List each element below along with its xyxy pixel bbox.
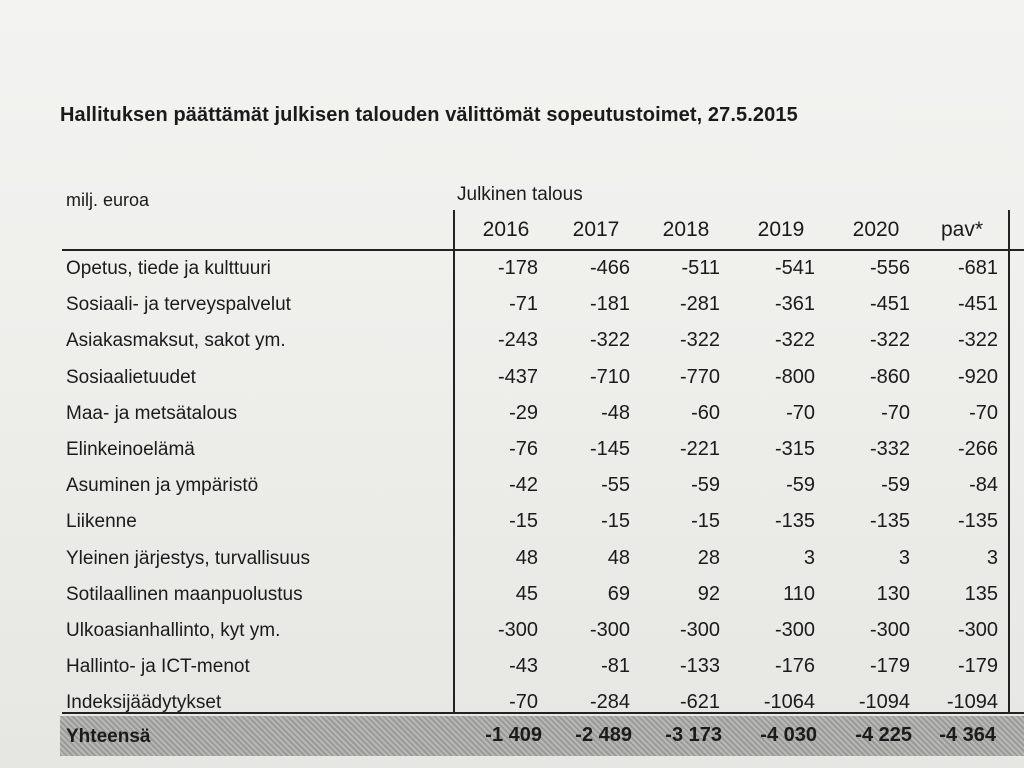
table-cell: -361	[774, 293, 815, 316]
row-label: Sosiaali- ja terveyspalvelut	[66, 294, 291, 316]
column-header-2019: 2019	[757, 218, 805, 241]
row-label: Maa- ja metsätalous	[66, 402, 238, 424]
table-cell: -300	[957, 619, 998, 641]
table-cell: 135	[964, 582, 998, 605]
table-cell: -621	[679, 691, 720, 714]
table-cell: -1064	[763, 691, 815, 714]
table-cell: 28	[697, 546, 720, 569]
table-cell: -60	[691, 401, 720, 424]
column-header-2016: 2016	[482, 218, 530, 241]
table-cell: 48	[515, 546, 538, 569]
table-cell: -76	[509, 438, 538, 460]
row-label: Hallinto- ja ICT-menot	[66, 656, 250, 678]
table-cell: -322	[869, 329, 910, 352]
column-divider-right	[1008, 210, 1010, 714]
table-cell: -451	[869, 293, 910, 316]
table-cell: 45	[515, 582, 538, 605]
table-cell: -135	[869, 510, 910, 533]
table-cell: -322	[957, 329, 998, 352]
table-cell: -181	[589, 293, 630, 316]
table-cell: -29	[509, 401, 538, 424]
row-label: Sosiaalietuudet	[66, 366, 196, 388]
total-cell: -4 364	[939, 724, 996, 746]
table-cell: -322	[774, 329, 815, 352]
table-cell: -15	[691, 510, 720, 533]
table-cell: -322	[589, 329, 630, 352]
table-cell: -281	[679, 293, 720, 316]
header-rule	[62, 249, 1024, 251]
table-cell: -43	[509, 655, 538, 678]
table-cell: -300	[497, 619, 538, 641]
table-cell: -70	[786, 401, 815, 424]
row-label: Liikenne	[66, 511, 137, 533]
column-header-pav: pav*	[940, 218, 984, 241]
table-cell: -451	[957, 293, 998, 316]
total-cell: -2 489	[575, 724, 632, 746]
table-cell: -266	[957, 438, 998, 460]
table-cell: -300	[869, 619, 910, 641]
table-cell: -770	[679, 365, 720, 388]
table-cell: -681	[957, 257, 998, 279]
table-cell: -511	[681, 257, 720, 279]
table-cell: -556	[869, 257, 910, 279]
total-cell: -3 173	[665, 724, 722, 746]
table-cell: -59	[786, 474, 815, 497]
table-cell: 69	[607, 582, 630, 605]
table-cell: -315	[774, 438, 815, 460]
table-cell: -178	[497, 257, 538, 279]
table-cell: -133	[679, 655, 720, 678]
table-cell: -300	[679, 619, 720, 641]
table-cell: 110	[783, 582, 815, 605]
table-cell: -55	[601, 474, 630, 497]
row-label: Elinkeinoelämä	[66, 439, 195, 460]
table-cell: -176	[774, 655, 815, 678]
table-cell: -135	[957, 510, 998, 533]
table-cell: 3	[986, 546, 998, 569]
total-label: Yhteensä	[66, 726, 151, 747]
row-label: Opetus, tiede ja kulttuuri	[66, 258, 271, 279]
column-header-2017: 2017	[572, 218, 620, 241]
table-cell: 48	[607, 546, 630, 569]
table-cell: 3	[898, 546, 910, 569]
table-cell: -284	[589, 691, 630, 714]
table-cell: -70	[509, 691, 538, 714]
table-cell: -179	[957, 655, 998, 678]
column-header-2020: 2020	[852, 218, 900, 241]
table-cell: -15	[509, 510, 538, 533]
total-cell: -4 225	[855, 724, 912, 746]
table-cell: -920	[957, 365, 998, 388]
row-label: Asuminen ja ympäristö	[66, 475, 259, 497]
table-cell: 3	[803, 546, 815, 569]
table-cell: -84	[969, 474, 998, 497]
table-cell: -70	[969, 401, 998, 424]
table-cell: -541	[774, 257, 815, 279]
total-cell: -1 409	[485, 724, 542, 746]
row-label: Yleinen järjestys, turvallisuus	[66, 547, 310, 569]
table-cell: -437	[497, 365, 538, 388]
table-cell: -59	[881, 474, 910, 497]
table-cell: -221	[679, 438, 720, 460]
table-cell: -300	[774, 619, 815, 641]
table-cell: -800	[774, 365, 815, 388]
row-label: Ulkoasianhallinto, kyt ym.	[66, 620, 281, 641]
table-cell: -81	[601, 655, 630, 678]
table-cell: -59	[691, 474, 720, 497]
column-divider-left	[453, 210, 455, 714]
table-cell: -1094	[946, 691, 998, 714]
table-cell: -42	[509, 474, 538, 497]
table-cell: -71	[509, 293, 538, 316]
table-cell: -135	[774, 510, 815, 533]
table-cell: -860	[869, 365, 910, 388]
row-label: Asiakasmaksut, sakot ym.	[66, 330, 286, 352]
table-cell: -48	[601, 401, 630, 424]
table-cell: -145	[589, 438, 630, 460]
table-cell: -466	[589, 257, 630, 279]
row-label: Sotilaallinen maanpuolustus	[66, 583, 303, 605]
table-cell: -322	[679, 329, 720, 352]
table-cell: -15	[601, 510, 630, 533]
document-title: Hallituksen päättämät julkisen talouden välittömät sopeutustoimet, 27.5.2015	[60, 104, 798, 126]
table-cell: 92	[697, 582, 720, 605]
total-cell: -4 030	[760, 724, 817, 746]
table-cell: -179	[869, 655, 910, 678]
table-cell: -70	[881, 401, 910, 424]
table-cell: -332	[869, 438, 910, 460]
table-cell: -710	[589, 365, 630, 388]
table-cell: -243	[497, 329, 538, 352]
column-header-2018: 2018	[662, 218, 710, 241]
unit-label: milj. euroa	[66, 190, 150, 210]
table-cell: 130	[876, 582, 910, 605]
row-label: Indeksijäädytykset	[66, 692, 222, 714]
table-cell: -1094	[858, 691, 910, 714]
table-cell: -300	[589, 619, 630, 641]
group-header: Julkinen talous	[457, 184, 583, 205]
